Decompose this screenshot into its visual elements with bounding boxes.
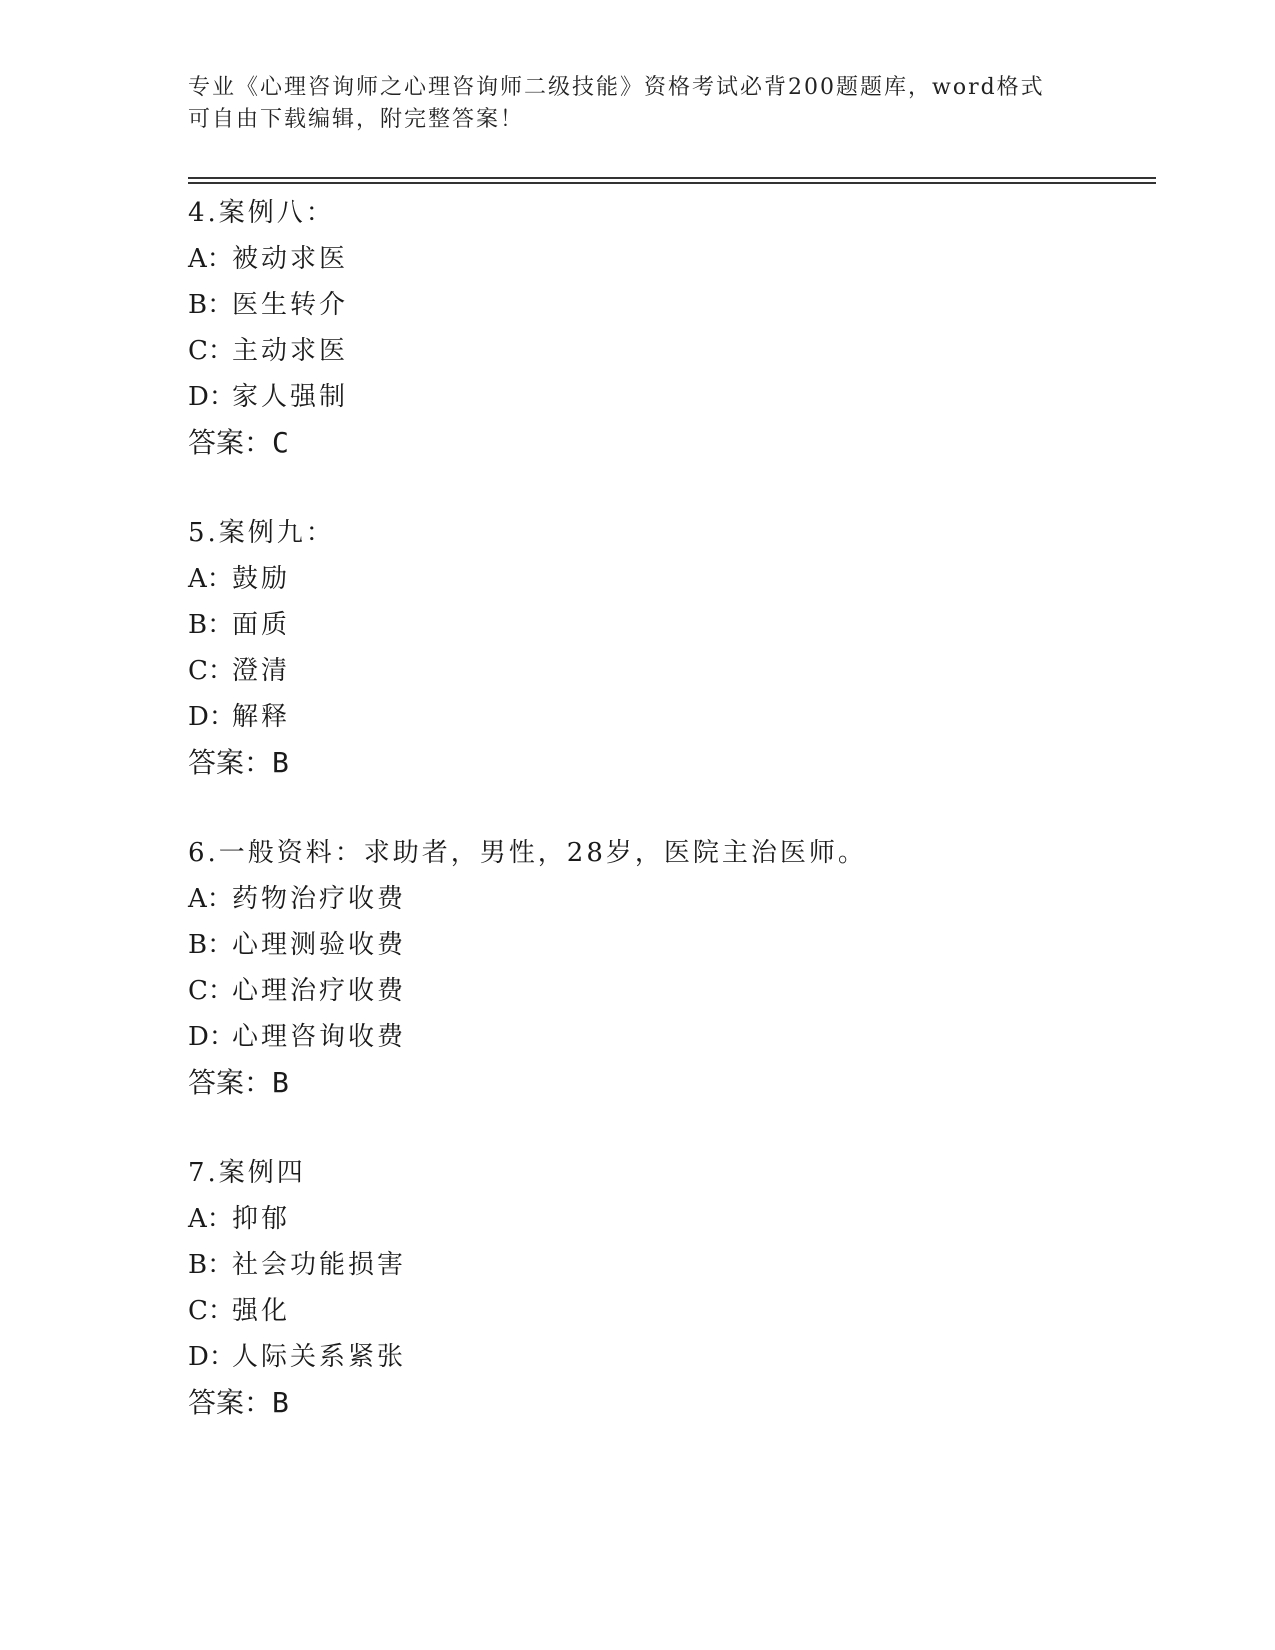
option-letter: A： xyxy=(188,884,233,914)
header-divider-top xyxy=(188,177,1156,179)
question-stem: 7.案例四 xyxy=(188,1158,306,1188)
option-a xyxy=(188,1196,1148,1242)
option-a xyxy=(188,556,1148,602)
option-text: 社会功能损害 xyxy=(232,1250,407,1280)
document-header xyxy=(188,72,1088,136)
option-text: 强化 xyxy=(232,1296,291,1326)
option-c xyxy=(188,968,1148,1014)
option-text: 抑郁 xyxy=(232,1204,291,1234)
answer-value: B xyxy=(272,1066,289,1099)
option-text: 澄清 xyxy=(232,656,291,686)
answer-value: B xyxy=(272,1386,289,1419)
option-letter: D： xyxy=(188,702,235,732)
option-text: 家人强制 xyxy=(232,382,349,412)
option-letter: D： xyxy=(188,382,235,412)
option-letter: B： xyxy=(188,930,234,960)
answer-line xyxy=(188,740,1148,786)
option-letter: D： xyxy=(188,1342,235,1372)
option-d xyxy=(188,1334,1148,1380)
option-letter: D： xyxy=(188,1022,235,1052)
option-text: 主动求医 xyxy=(232,336,349,366)
option-c xyxy=(188,648,1148,694)
option-a xyxy=(188,876,1148,922)
option-letter: B： xyxy=(188,1250,234,1280)
option-b xyxy=(188,922,1148,968)
option-text: 解释 xyxy=(232,702,291,732)
option-text: 鼓励 xyxy=(232,564,291,594)
header-line-2: 可自由下载编辑，附完整答案！ xyxy=(188,107,525,132)
answer-value: B xyxy=(272,746,289,779)
option-letter: C： xyxy=(188,1296,234,1326)
option-b xyxy=(188,602,1148,648)
question-block xyxy=(188,1150,1148,1426)
option-text: 面质 xyxy=(232,610,291,640)
option-letter: B： xyxy=(188,610,234,640)
option-d xyxy=(188,374,1148,420)
answer-label: 答案： xyxy=(188,426,273,459)
question-block xyxy=(188,830,1148,1106)
option-letter: C： xyxy=(188,656,234,686)
option-letter: A： xyxy=(188,244,233,274)
question-block xyxy=(188,510,1148,786)
option-text: 心理测验收费 xyxy=(232,930,407,960)
answer-value: C xyxy=(272,426,289,459)
question-stem: 4.案例八： xyxy=(188,198,335,228)
option-letter: C： xyxy=(188,336,234,366)
header-line-1: 专业《心理咨询师之心理咨询师二级技能》资格考试必背200题题库，word格式 xyxy=(188,75,1045,100)
answer-line xyxy=(188,1380,1148,1426)
option-c xyxy=(188,328,1148,374)
option-letter: A： xyxy=(188,564,233,594)
option-text: 心理治疗收费 xyxy=(232,976,407,1006)
answer-label: 答案： xyxy=(188,1066,273,1099)
option-d xyxy=(188,694,1148,740)
answer-line xyxy=(188,1060,1148,1106)
question-stem: 6.一般资料：求助者，男性，28岁，医院主治医师。 xyxy=(188,838,867,868)
answer-line xyxy=(188,420,1148,466)
option-text: 药物治疗收费 xyxy=(232,884,407,914)
option-letter: A： xyxy=(188,1204,233,1234)
option-d xyxy=(188,1014,1148,1060)
answer-label: 答案： xyxy=(188,746,273,779)
answer-label: 答案： xyxy=(188,1386,273,1419)
option-b xyxy=(188,1242,1148,1288)
option-text: 被动求医 xyxy=(232,244,349,274)
option-a xyxy=(188,236,1148,282)
option-c xyxy=(188,1288,1148,1334)
option-letter: B： xyxy=(188,290,234,320)
option-b xyxy=(188,282,1148,328)
option-letter: C： xyxy=(188,976,234,1006)
question-stem: 5.案例九： xyxy=(188,518,335,548)
option-text: 医生转介 xyxy=(232,290,349,320)
question-block xyxy=(188,190,1148,466)
option-text: 人际关系紧张 xyxy=(232,1342,407,1372)
option-text: 心理咨询收费 xyxy=(232,1022,407,1052)
header-divider-bottom xyxy=(188,182,1156,184)
